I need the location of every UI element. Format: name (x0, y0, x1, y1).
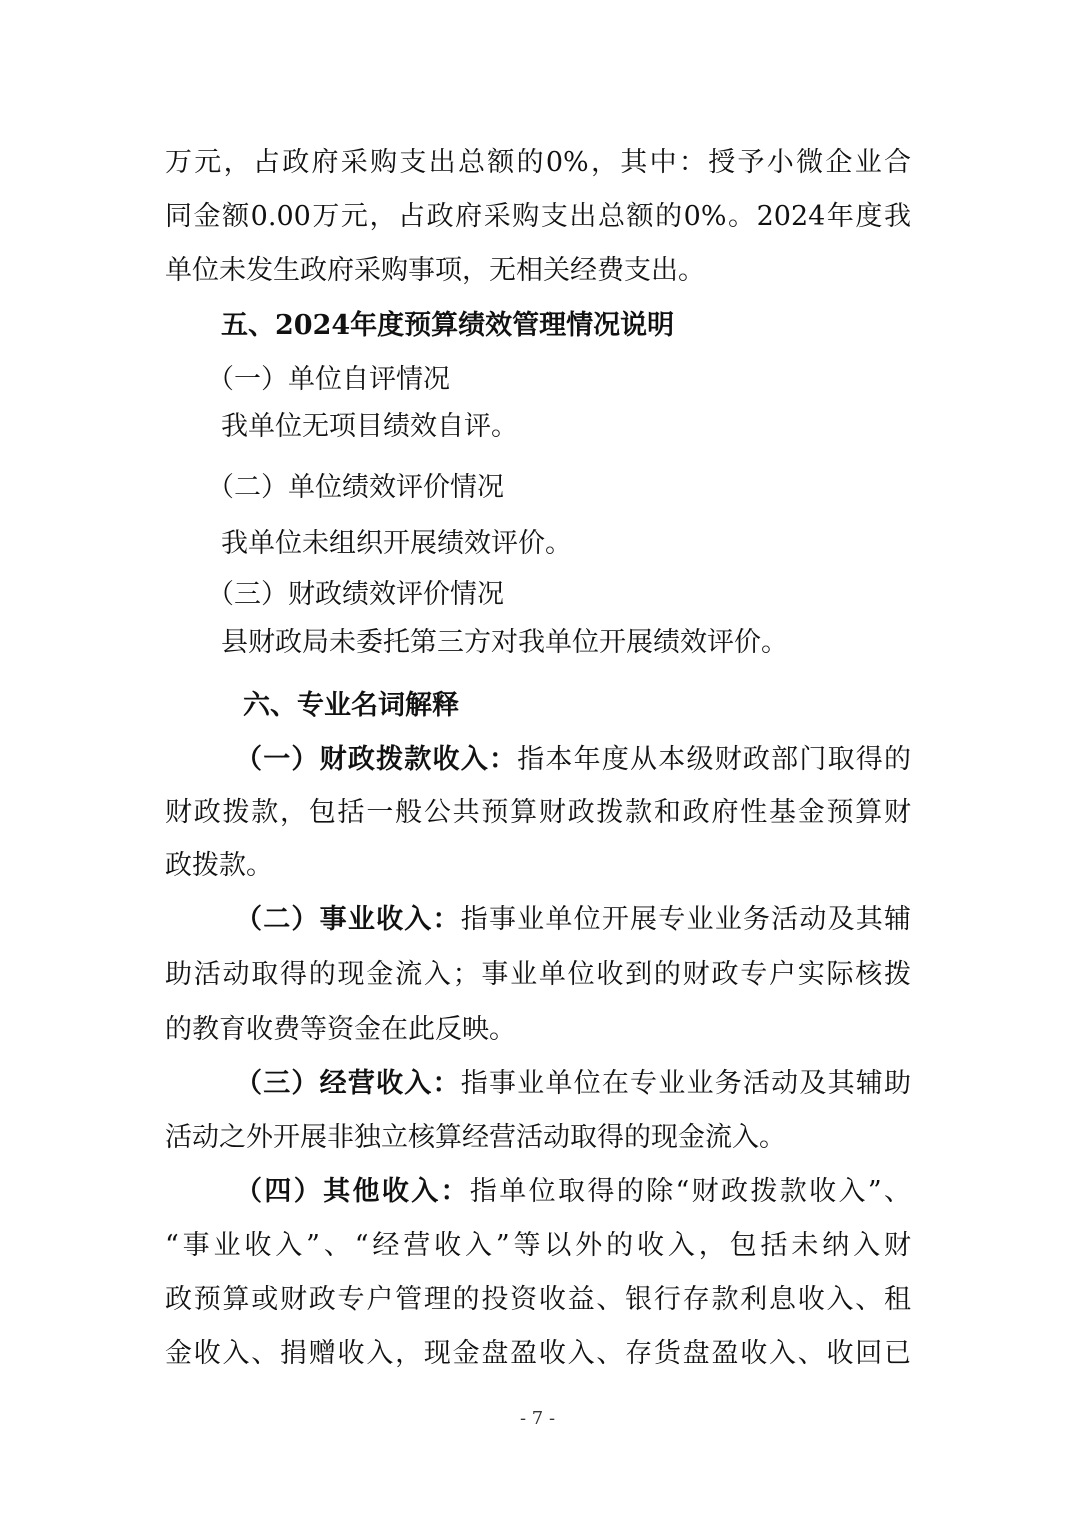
paragraph-line: 单位未发生政府采购事项，无相关经费支出。 (165, 255, 705, 286)
paragraph-line: 助活动取得的现金流入；事业单位收到的财政专户实际核拨 (165, 959, 911, 990)
subsection-heading: （三）财政绩效评价情况 (207, 579, 504, 610)
subsection-heading: （二）单位绩效评价情况 (207, 472, 504, 503)
term-label: （二）事业收入： (235, 904, 461, 935)
paragraph-line: “事业收入”、“经营收入”等以外的收入，包括未纳入财 (165, 1230, 911, 1261)
term-definition: 指事业单位开展专业业务活动及其辅 (460, 904, 912, 935)
term-line (235, 1067, 911, 1101)
subsection-heading: （一）单位自评情况 (207, 364, 450, 395)
term-label: （三）经营收入： (235, 1068, 461, 1099)
paragraph-line: 同金额0.00万元，占政府采购支出总额的0%。2024年度我 (165, 201, 911, 232)
term-label: （一）财政拨款收入： (235, 744, 518, 775)
paragraph-line: 县财政局未委托第三方对我单位开展绩效评价。 (221, 627, 788, 658)
paragraph-line: 财政拨款，包括一般公共预算财政拨款和政府性基金预算财 (165, 797, 911, 828)
paragraph-line: 政预算或财政专户管理的投资收益、银行存款利息收入、租 (165, 1284, 911, 1315)
term-line (235, 743, 911, 777)
section-heading-5: 五、2024年度预算绩效管理情况说明 (221, 310, 675, 341)
term-label: （四）其他收入： (235, 1176, 470, 1207)
page-number: - 7 - (519, 1408, 556, 1429)
paragraph-line: 万元，占政府采购支出总额的0%，其中：授予小微企业合 (165, 147, 911, 178)
section-heading-6: 六、专业名词解释 (243, 690, 459, 721)
term-definition: 指事业单位在专业业务活动及其辅助 (460, 1068, 912, 1099)
term-line (235, 903, 911, 937)
paragraph-line: 的教育收费等资金在此反映。 (165, 1014, 516, 1045)
paragraph-line: 政拨款。 (165, 850, 273, 881)
paragraph-line: 金收入、捐赠收入，现金盘盈收入、存货盘盈收入、收回已 (165, 1338, 911, 1369)
paragraph-line: 活动之外开展非独立核算经营活动取得的现金流入。 (165, 1122, 786, 1153)
paragraph-line: 我单位无项目绩效自评。 (221, 411, 518, 442)
term-line (235, 1175, 911, 1209)
term-definition: 指单位取得的除“财政拨款收入”、 (469, 1176, 911, 1207)
paragraph-line: 我单位未组织开展绩效评价。 (221, 528, 572, 559)
term-definition: 指本年度从本级财政部门取得的 (517, 744, 912, 775)
